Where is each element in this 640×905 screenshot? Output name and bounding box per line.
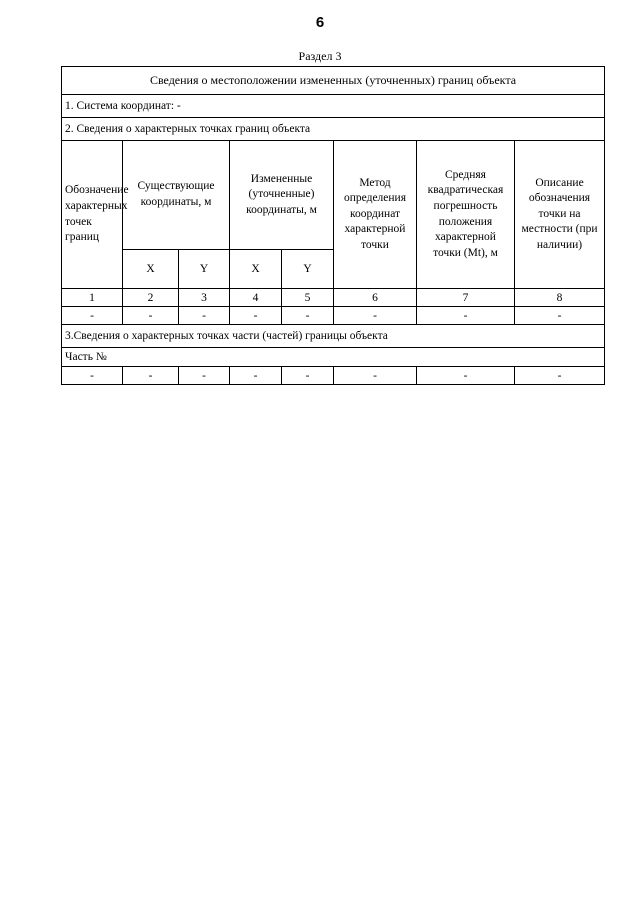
column-number: 7 [417, 289, 515, 307]
part-number-label: Часть № [62, 348, 605, 367]
column-number: 1 [62, 289, 123, 307]
header-changed-x: X [230, 250, 282, 289]
header-existing-y: Y [179, 250, 230, 289]
column-number: 3 [179, 289, 230, 307]
coordinate-system-row: 1. Система координат: - [62, 95, 605, 118]
boundary-points-heading: 2. Сведения о характерных точках границ объекта [62, 118, 605, 141]
table-cell: - [230, 367, 282, 385]
column-number: 5 [282, 289, 334, 307]
table-cell: - [179, 367, 230, 385]
table-cell: - [282, 367, 334, 385]
header-mean-square-error: Средняя квадратическая погрешность положения характерной точки (Mt), м [417, 141, 515, 289]
header-existing-coordinates: Существующие координаты, м [123, 141, 230, 250]
table-cell: - [515, 307, 605, 325]
header-changed-coordinates: Измененные (уточненные) координаты, м [230, 141, 334, 250]
boundary-points-table [61, 66, 605, 385]
page-number: 6 [315, 14, 325, 31]
table-cell: - [123, 307, 179, 325]
column-number: 2 [123, 289, 179, 307]
section-label: Раздел 3 [298, 49, 342, 63]
table-cell: - [417, 307, 515, 325]
table-cell: - [515, 367, 605, 385]
table-cell: - [334, 307, 417, 325]
column-numbers-row [62, 289, 605, 307]
column-number: 8 [515, 289, 605, 307]
table-cell: - [334, 367, 417, 385]
table-cell: - [230, 307, 282, 325]
table-cell: - [179, 307, 230, 325]
table-cell: - [62, 367, 123, 385]
header-method: Метод определения координат характерной точки [334, 141, 417, 289]
table-cell: - [123, 367, 179, 385]
header-point-designation: Обозначение характерных точек границ [62, 141, 123, 289]
header-existing-x: X [123, 250, 179, 289]
table-row [62, 307, 605, 325]
table-cell: - [62, 307, 123, 325]
table-cell: - [282, 307, 334, 325]
header-changed-y: Y [282, 250, 334, 289]
table-cell: - [417, 367, 515, 385]
table-title: Сведения о местоположении измененных (уточненных) границ объекта [62, 67, 605, 95]
header-point-description: Описание обозначения точки на местности (при наличии) [515, 141, 605, 289]
table-row [62, 367, 605, 385]
part-points-heading: 3.Сведения о характерных точках части (частей) границы объекта [62, 325, 605, 348]
column-number: 6 [334, 289, 417, 307]
column-number: 4 [230, 289, 282, 307]
